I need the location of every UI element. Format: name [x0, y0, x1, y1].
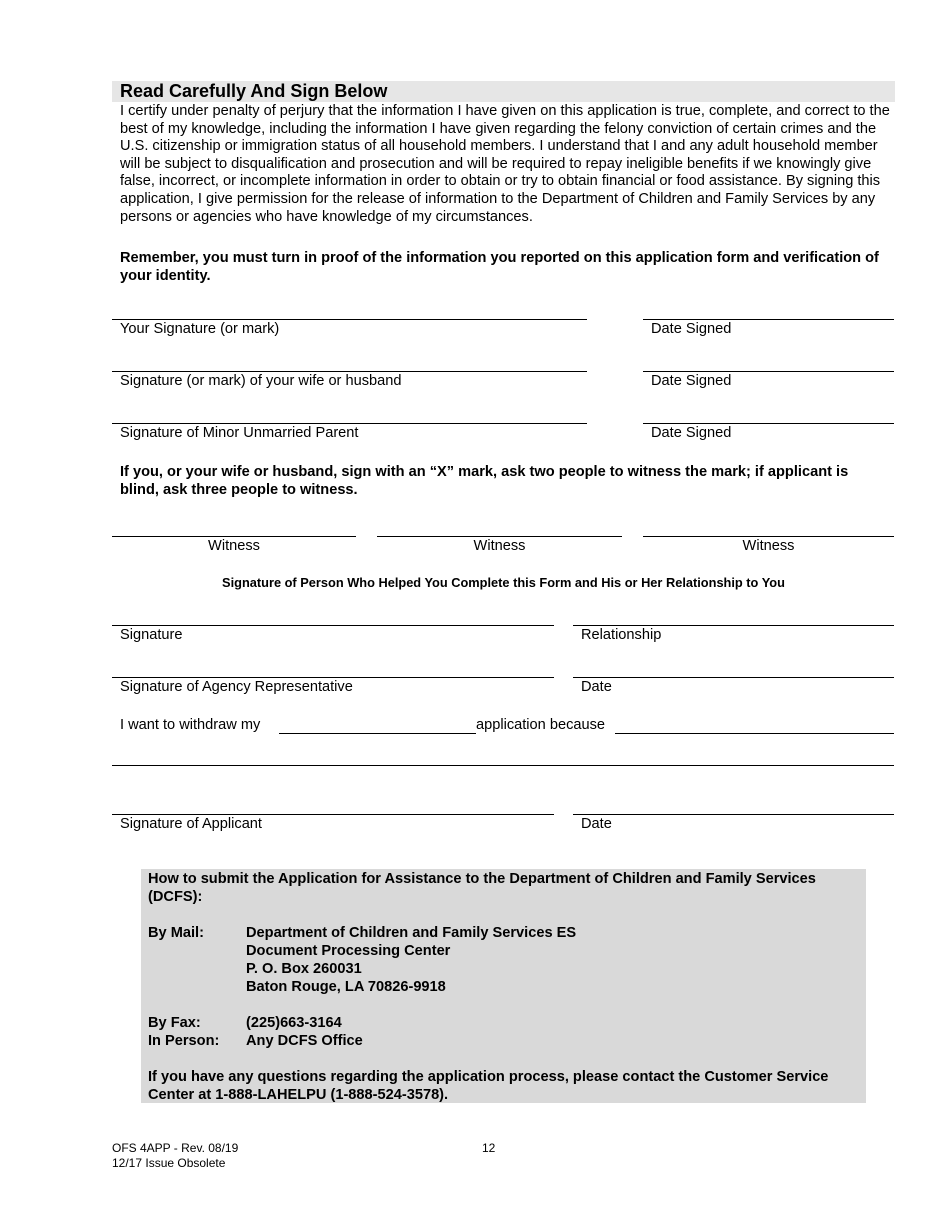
witness-label-3: Witness	[742, 538, 795, 554]
witness-line-1[interactable]	[112, 536, 356, 537]
agency-signature-line[interactable]	[112, 677, 554, 678]
applicant-signature-label: Signature of Applicant	[120, 816, 262, 832]
date-signed-line-1[interactable]	[643, 319, 894, 320]
mail-line-1: Department of Children and Family Services ES	[246, 925, 577, 941]
applicant-date-line[interactable]	[573, 814, 894, 815]
witness-label-1: Witness	[208, 538, 260, 554]
applicant-signature-line[interactable]	[112, 814, 554, 815]
date-signed-label-2: Date Signed	[651, 373, 732, 389]
submit-title: How to submit the Application for Assistance to the Department of Children and Family Services (DCFS):	[148, 871, 816, 905]
minor-parent-signature-label: Signature of Minor Unmarried Parent	[120, 425, 359, 441]
section-heading: Read Carefully And Sign Below	[120, 81, 388, 101]
page-number: 12	[482, 1141, 496, 1155]
agency-date-label: Date	[581, 679, 612, 695]
in-person-value: Any DCFS Office	[246, 1033, 363, 1049]
fax-number: (225)663-3164	[246, 1015, 342, 1031]
applicant-date-label: Date	[581, 816, 612, 832]
witness-line-3[interactable]	[643, 536, 894, 537]
withdraw-reason-field[interactable]	[615, 733, 894, 734]
relationship-line[interactable]	[573, 625, 894, 626]
withdraw-reason-line-2[interactable]	[112, 765, 894, 766]
withdraw-middle: application because	[476, 717, 606, 733]
contact-note: If you have any questions regarding the application process, please contact the Customer Service Center at 1-888-LAHELPU (1-888-524-3578).	[148, 1069, 829, 1103]
spouse-signature-label: Signature (or mark) of your wife or husband	[120, 373, 402, 389]
remember-note: Remember, you must turn in proof of the information you reported on this application form and verification of your identity.	[120, 250, 879, 284]
helper-signature-label: Signature	[120, 627, 183, 643]
in-person-label: In Person:	[148, 1033, 220, 1049]
agency-signature-label: Signature of Agency Representative	[120, 679, 353, 695]
spouse-signature-line[interactable]	[112, 371, 587, 372]
date-signed-line-2[interactable]	[643, 371, 894, 372]
withdraw-program-field[interactable]	[279, 733, 476, 734]
form-id: OFS 4APP - Rev. 08/19	[112, 1141, 239, 1155]
mail-line-3: P. O. Box 260031	[246, 961, 362, 977]
withdraw-prefix: I want to withdraw my	[120, 717, 261, 733]
witness-line-2[interactable]	[377, 536, 622, 537]
date-signed-line-3[interactable]	[643, 423, 894, 424]
helper-title: Signature of Person Who Helped You Complete this Form and His or Her Relationship to You	[222, 575, 785, 590]
date-signed-label-3: Date Signed	[651, 425, 732, 441]
by-fax-label: By Fax:	[148, 1015, 201, 1031]
helper-signature-line[interactable]	[112, 625, 554, 626]
minor-parent-signature-line[interactable]	[112, 423, 587, 424]
date-signed-label-1: Date Signed	[651, 321, 732, 337]
mail-line-2: Document Processing Center	[246, 943, 451, 959]
witness-note: If you, or your wife or husband, sign with an “X” mark, ask two people to witness the mark; if applicant is blind, ask three people to witness.	[120, 464, 849, 498]
your-signature-label: Your Signature (or mark)	[120, 321, 280, 337]
obsolete-note: 12/17 Issue Obsolete	[112, 1156, 226, 1170]
witness-label-2: Witness	[473, 538, 526, 554]
certification-text: I certify under penalty of perjury that the information I have given on this application is true, complete, and correct to the best of my knowledge, including the information I have given regarding the felony conviction of certain crimes and the U.S. citizenship or immigration status of all household members. I understand that I and any adult household member will be subject to disqualification and prosecution and will be required to repay ineligible benefits if we knowingly give false, incorrect, or incomplete information in order to obtain or try to obtain financial or food assistance. By signing this application, I give permission for the release of information to the Department of Children and Family Services by any persons or agencies who have knowledge of my circumstances.	[120, 103, 890, 225]
mail-line-4: Baton Rouge, LA 70826-9918	[246, 979, 446, 995]
by-mail-label: By Mail:	[148, 925, 204, 941]
your-signature-line[interactable]	[112, 319, 587, 320]
relationship-label: Relationship	[581, 627, 662, 643]
agency-date-line[interactable]	[573, 677, 894, 678]
